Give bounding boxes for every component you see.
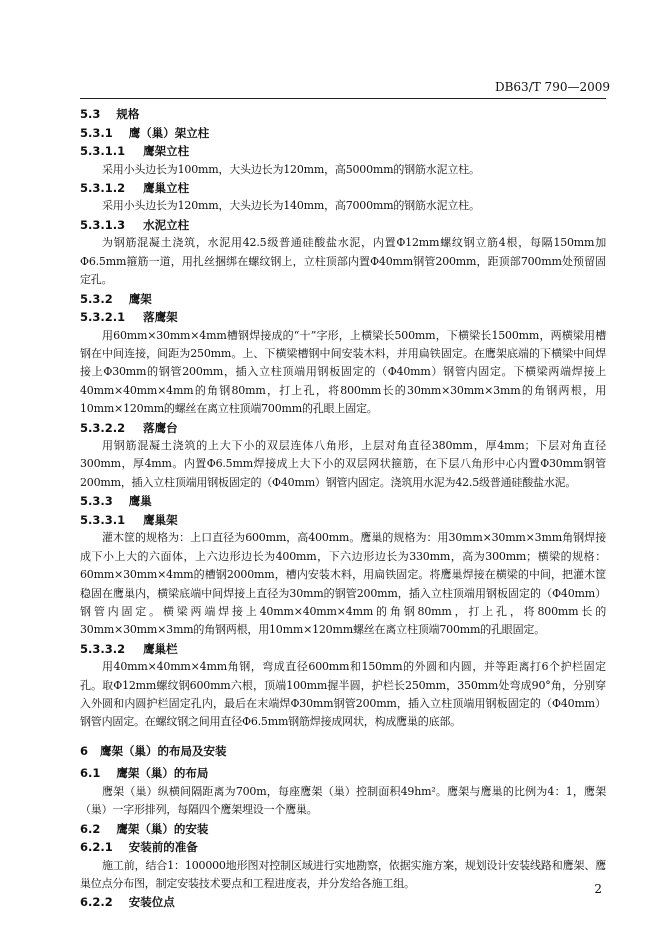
section-heading	[80, 764, 606, 783]
section-number: 6	[80, 743, 89, 758]
section-heading	[80, 179, 606, 198]
section-title: 鹰架（巢）的安装	[116, 821, 209, 836]
section-heading	[80, 105, 606, 124]
section-heading	[80, 142, 606, 161]
section-title: 鹰巢立柱	[143, 180, 190, 195]
section-heading	[80, 742, 606, 761]
section-number: 5.3.3.1	[80, 512, 126, 527]
paragraph: 用40mm×40mm×4mm角钢，弯成直径600mm和150mm的外圆和内圆，并等距离打6个护栏固定孔。取Φ12mm螺纹钢600mm六根，顶端100mm握半圆，护栏长250mm，350mm处弯成90°角，分别穿入外圆和内圆护栏固定孔内，最后在末端焊Φ30mm钢管200mm，插入立柱顶端用钢板固定的（Φ40mm）钢管内固定。在螺纹钢之间用直径Φ6.5mm钢筋焊接成网状，构成鹰巢的底部。	[80, 660, 606, 729]
paragraph: 施工前，结合1：100000地形图对控制区域进行实地勘察，依据实施方案，规划设计安装线路和鹰架、鹰巢位点分布图，制定安装技术要点和工程进度表，并分发给各施工组。	[80, 858, 606, 891]
section-number: 5.3.2.1	[80, 310, 126, 325]
section-title: 鹰架（巢）的布局及安装	[100, 743, 227, 758]
document-code: DB63/T 790—2009	[494, 80, 610, 94]
section-title: 鹰巢栏	[143, 641, 178, 656]
section-heading	[80, 124, 606, 143]
section-title: 鹰巢架	[143, 512, 178, 527]
section-number: 5.3	[80, 107, 101, 121]
paragraph: 鹰架（巢）纵横间隔距离为700m，每座鹰架（巢）控制面积49hm²。鹰架与鹰巢的比例为4：1，鹰架（巢）一字形排列，每隔四个鹰架埋设一个鹰巢。	[80, 784, 606, 817]
section-title: 规格	[116, 107, 140, 121]
paragraph: 采用小头边长为100mm，大头边长为120mm，高5000mm的钢筋水泥立柱。	[102, 162, 480, 176]
document-body	[80, 105, 606, 912]
section-heading	[80, 640, 606, 659]
section-number: 5.3.1	[80, 125, 113, 140]
section-number: 5.3.1.2	[80, 180, 126, 195]
section-title: 落鹰台	[143, 420, 178, 435]
section-heading	[80, 820, 606, 839]
section-title: 水泥立柱	[143, 217, 190, 232]
section-number: 6.1	[80, 766, 101, 781]
header-rule	[80, 98, 606, 99]
paragraph: 用60mm×30mm×4mm槽钢焊接成的“十”字形，上横梁长500mm，下横梁长1500mm，两横梁用槽钢在中间连接，间距为250mm。上、下横梁槽钢中间安装木料，并用扁铁固定。在鹰架底端的下横梁中间焊接上Φ30mm的钢管200mm，插入立柱顶端用钢板固定的（Φ40mm）钢管内固定。下横梁两端焊接上40mm×40mm×4mm的角钢80mm，打上孔，将800mm长的30mm×30mm×3mm的角钢两根，用10mm×120mm的螺丝在离立柱顶端700mm的孔眼上固定。	[80, 328, 606, 416]
section-heading	[80, 492, 606, 511]
section-heading	[80, 308, 606, 327]
paragraph: 灌木筐的规格为：上口直径为600mm，高400mm。鹰巢的规格为：用30mm×30mm×3mm角钢焊接成下小上大的六面体，上六边形边长为400mm，下六边形边长为330mm，高为300mm；横梁的规格：60mm×30mm×4mm的槽钢2000mm，槽内安装木料，用扁铁固定。将鹰巢焊接在横梁的中间，把灌木筐稳固在鹰巢内，横梁底端中间焊接上直径为30mm的钢管200mm，插入立柱顶端用钢板固定的（Φ40mm）钢管内固定。横梁两端焊接上40mm×40mm×4mm的角钢80mm，打上孔，将800mm长的30mm×30mm×3mm的角钢两根，用10mm×120mm螺丝在离立柱顶端700mm的孔眼固定。	[80, 531, 606, 637]
section-number: 6.2.2	[80, 895, 113, 910]
section-heading	[80, 419, 606, 438]
section-number: 5.3.1.1	[80, 144, 126, 158]
section-title: 鹰架	[128, 291, 152, 306]
page-number: 2	[594, 882, 602, 896]
section-number: 6.2.1	[80, 840, 113, 855]
section-number: 5.3.3.2	[80, 641, 126, 656]
section-number: 5.3.2	[80, 291, 113, 306]
section-title: 鹰架立柱	[143, 144, 190, 158]
section-heading	[80, 838, 606, 857]
section-heading	[80, 511, 606, 530]
section-number: 5.3.3	[80, 494, 113, 509]
section-number: 5.3.1.3	[80, 217, 126, 232]
section-heading	[80, 216, 606, 235]
section-title: 安装位点	[128, 895, 175, 910]
paragraph: 为钢筋混凝土浇筑，水泥用42.5级普通硅酸盐水泥，内置Φ12mm螺纹钢立筋4根，每隔150mm加Φ6.5mm箍筋一道，用扎丝捆绑在螺纹钢上，立柱顶部内置Φ40mm钢管200mm，距顶部700mm处预留固定孔。	[80, 236, 606, 287]
section-title: 鹰（巢）架立柱	[128, 125, 210, 140]
paragraph: 用钢筋混凝土浇筑的上大下小的双层连体八角形，上层对角直径380mm，厚4mm；下层对角直径300mm，厚4mm。内置Φ6.5mm焊接成上大下小的双层网状箍筋，在下层八角形中心内置Φ30mm钢管200mm，插入立柱顶端用钢板固定的（Φ40mm）钢管内固定。浇筑用水泥为42.5级普通硅酸盐水泥。	[80, 439, 606, 489]
section-title: 鹰架（巢）的布局	[116, 766, 209, 781]
paragraph: 采用小头边长为120mm，大头边长为140mm，高7000mm的钢筋水泥立柱。	[102, 199, 480, 213]
section-number: 5.3.2.2	[80, 420, 126, 435]
section-heading	[80, 893, 606, 912]
section-number: 6.2	[80, 821, 101, 836]
section-title: 落鹰架	[143, 310, 178, 325]
section-title: 鹰巢	[128, 494, 152, 509]
section-title: 安装前的准备	[128, 840, 198, 855]
section-heading	[80, 290, 606, 309]
